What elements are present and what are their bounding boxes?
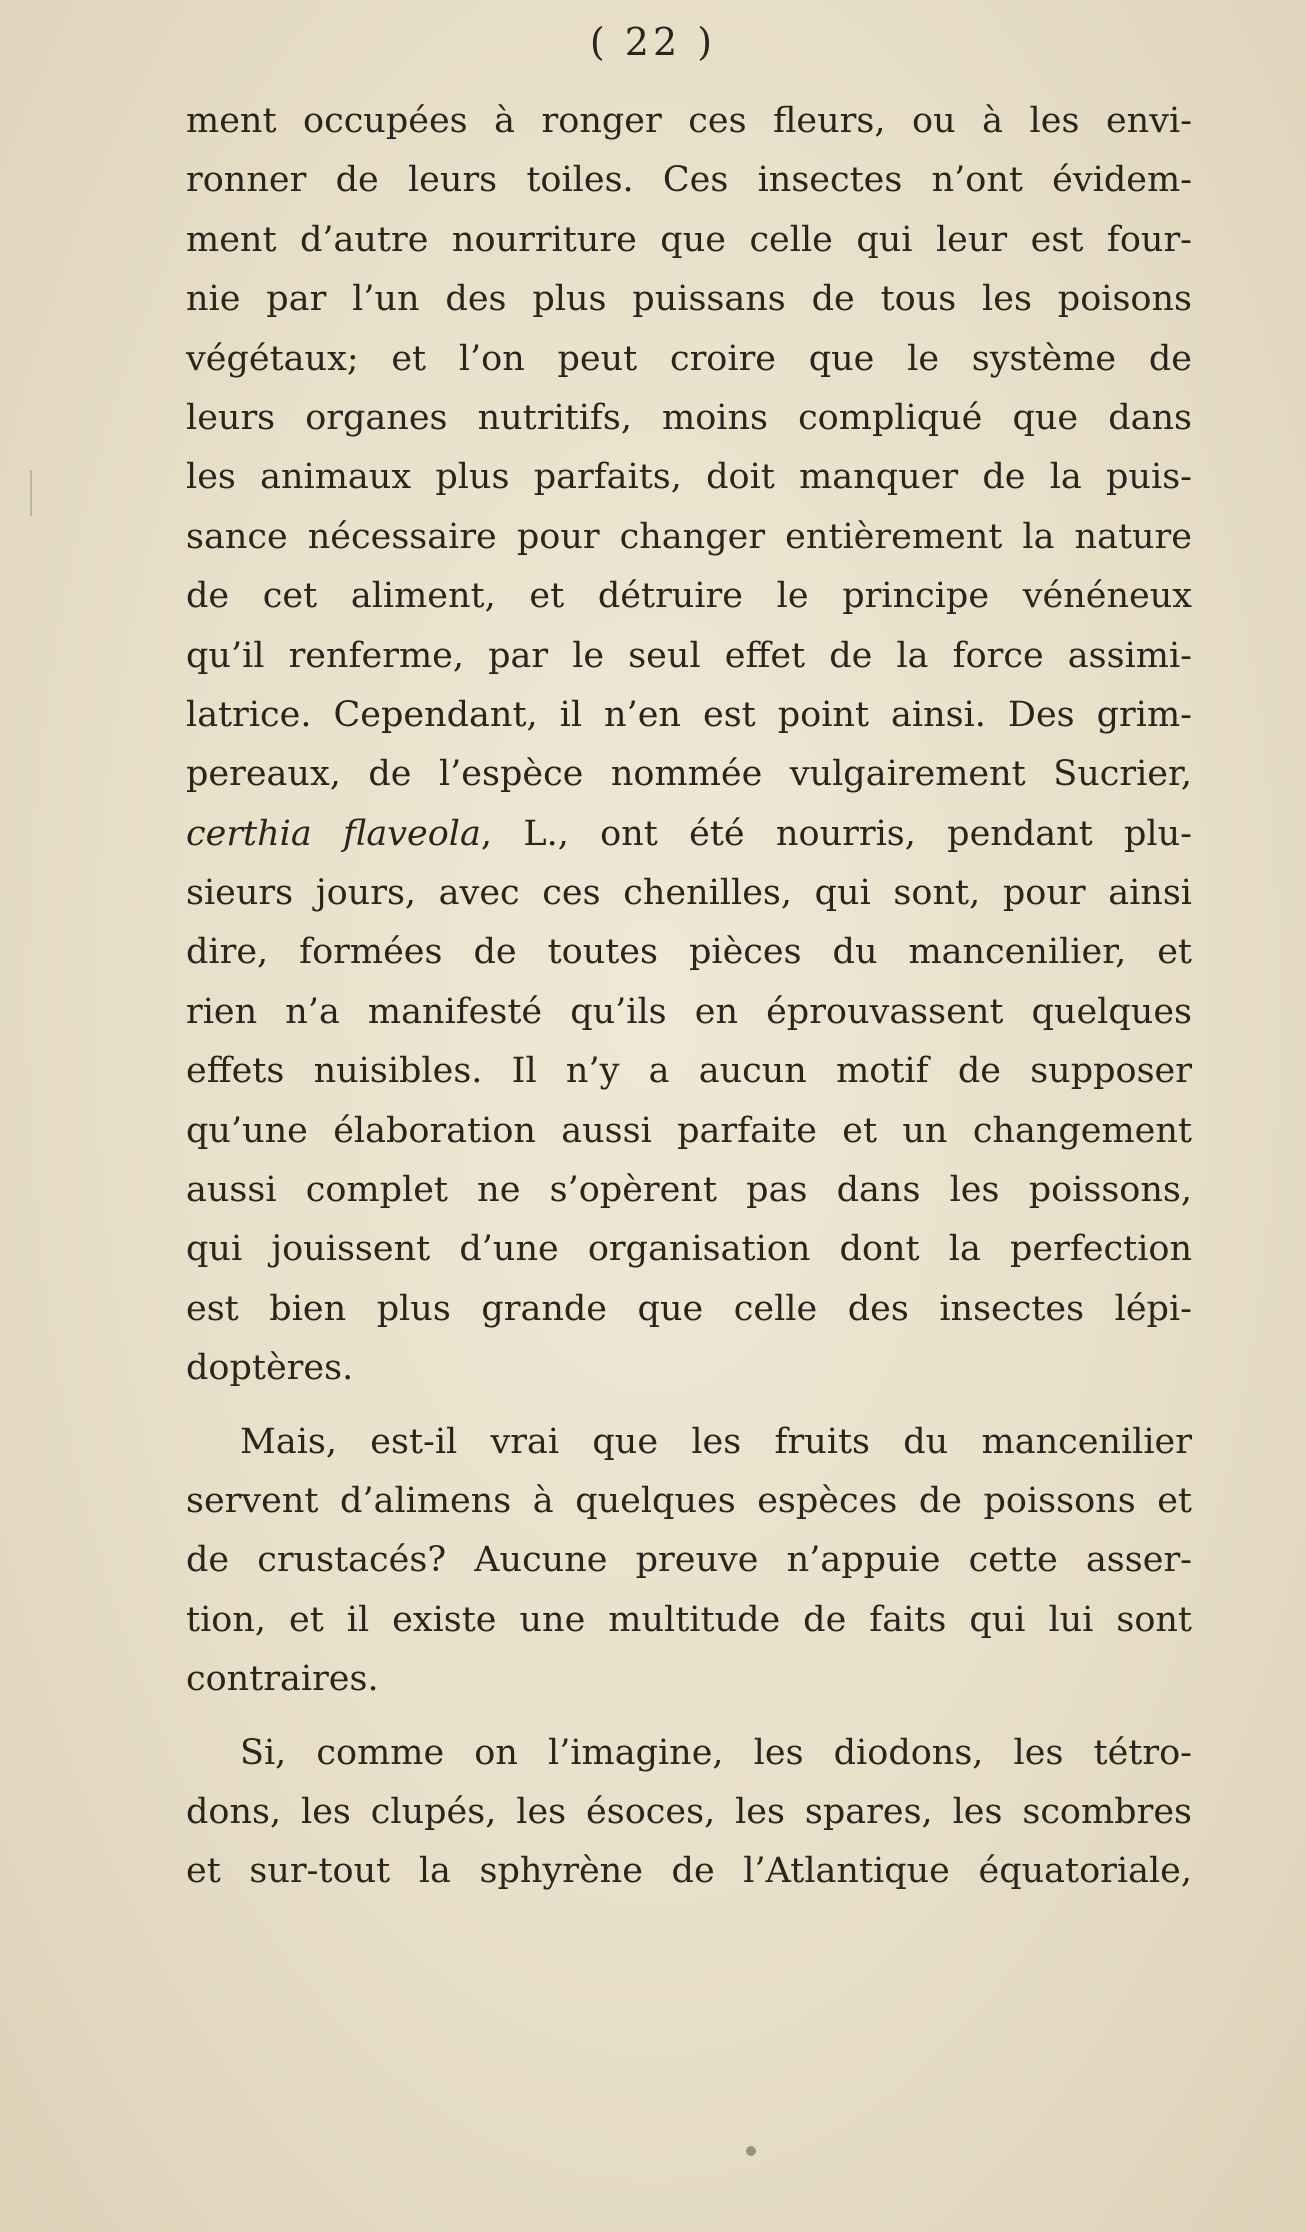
species-name: certhia flaveola (186, 813, 481, 854)
ink-smudge (746, 2146, 756, 2156)
text-line: qu’il renferme, par le seul effet de la force assimi- (186, 635, 1192, 676)
text-line: Mais, est-il vrai que les fruits du mancenilier (240, 1421, 1192, 1462)
margin-mark (30, 470, 32, 516)
text-line: et sur-tout la sphyrène de l’Atlantique équatoriale, (186, 1851, 1192, 1892)
page-number: ( 22 ) (589, 20, 717, 64)
text-line: qu’une élaboration aussi parfaite et un changement (186, 1110, 1192, 1151)
paragraph-gap (186, 1710, 1192, 1724)
text-line: tion, et il existe une multitude de faits qui lui sont (186, 1599, 1192, 1640)
text-line: Si, comme on l’imagine, les diodons, les tétro- (240, 1732, 1192, 1773)
text-line: sieurs jours, avec ces chenilles, qui sont, pour ainsi (186, 873, 1192, 914)
paragraph-gap (186, 1399, 1192, 1413)
text-line: nie par l’un des plus puissans de tous les poisons (186, 279, 1192, 320)
text-line: rien n’a manifesté qu’ils en éprouvassent quelques (186, 991, 1192, 1032)
text-line: pereaux, de l’espèce nommée vulgairement Sucrier, (186, 754, 1192, 795)
body-text (186, 92, 1192, 1902)
text-line: les animaux plus parfaits, doit manquer de la puis- (186, 457, 1192, 498)
text-line: ment occupées à ronger ces fleurs, ou à les envi- (186, 101, 1192, 141)
text-line: est bien plus grande que celle des insectes lépi- (186, 1288, 1192, 1329)
text-line: végétaux; et l’on peut croire que le système de (186, 338, 1192, 379)
text-line: latrice. Cependant, il n’en est point ainsi. Des grim- (186, 694, 1192, 735)
text-line: sance nécessaire pour changer entièrement la nature (186, 516, 1192, 557)
text-line: effets nuisibles. Il n’y a aucun motif de supposer (186, 1051, 1192, 1092)
text-line: qui jouissent d’une organisation dont la perfection (186, 1229, 1192, 1270)
text-line: ronner de leurs toiles. Ces insectes n’ont évidem- (186, 160, 1192, 201)
text-line: contraires. (186, 1659, 379, 1700)
text-line: ment d’autre nourriture que celle qui leur est four- (186, 219, 1192, 260)
text-line: aussi complet ne s’opèrent pas dans les poissons, (186, 1170, 1192, 1211)
text-line: servent d’alimens à quelques espèces de poissons et (186, 1480, 1192, 1521)
paragraph-3 (186, 1724, 1192, 1902)
text-line: dire, formées de toutes pièces du mancenilier, et (186, 932, 1192, 973)
text-line: certhia flaveola, L., ont été nourris, pendant plu- (186, 813, 1192, 854)
text-line: de cet aliment, et détruire le principe vénéneux (186, 576, 1192, 617)
paragraph-1 (186, 92, 1192, 1399)
text-line: de crustacés? Aucune preuve n’appuie cette asser- (186, 1540, 1192, 1581)
text-line: leurs organes nutritifs, moins compliqué que dans (186, 397, 1192, 438)
text-line: doptères. (186, 1348, 354, 1389)
paragraph-2 (186, 1413, 1192, 1710)
text-line: dons, les clupés, les ésoces, les spares, les scombres (186, 1791, 1192, 1832)
